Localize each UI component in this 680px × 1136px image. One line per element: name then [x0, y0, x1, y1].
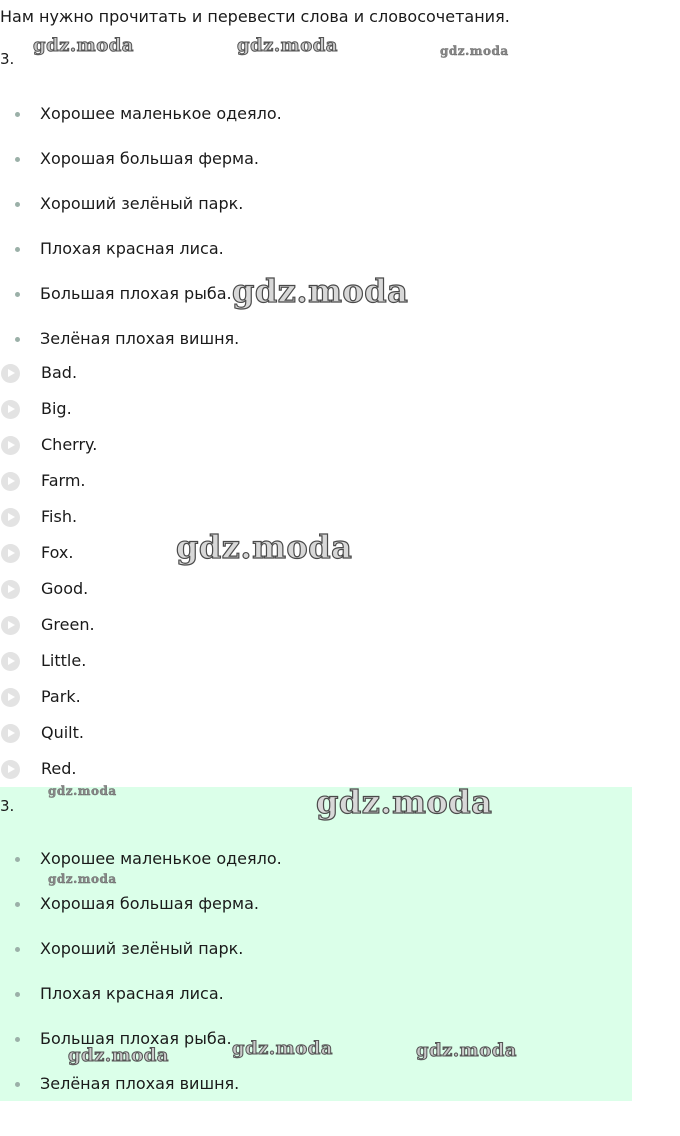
play-icon[interactable] — [1, 544, 20, 563]
bullet-icon — [15, 1037, 20, 1042]
phrase-text: Зелёная плохая вишня. — [40, 1074, 240, 1093]
bullet-icon — [15, 202, 20, 207]
phrase-text: Хорошее маленькое одеяло. — [40, 849, 282, 868]
word-text: Farm. — [41, 471, 86, 490]
word-text: Red. — [41, 759, 77, 778]
bullet-icon — [15, 292, 20, 297]
word-text: Green. — [41, 615, 95, 634]
phrase-text: Хорошее маленькое одеяло. — [40, 104, 282, 123]
watermark: gdz.moda — [440, 44, 509, 58]
watermark: gdz.moda — [48, 872, 117, 886]
play-icon[interactable] — [1, 688, 20, 707]
word-text: Park. — [41, 687, 81, 706]
play-icon[interactable] — [1, 724, 20, 743]
word-text: Bad. — [41, 363, 78, 382]
watermark: gdz.moda — [232, 272, 409, 310]
phrase-text: Плохая красная лиса. — [40, 239, 224, 258]
phrase-text: Хороший зелёный парк. — [40, 194, 244, 213]
play-icon[interactable] — [1, 364, 20, 383]
bullet-icon — [15, 857, 20, 862]
bullet-icon — [15, 992, 20, 997]
watermark: gdz.moda — [33, 35, 134, 56]
play-icon[interactable] — [1, 760, 20, 779]
word-text: Quilt. — [41, 723, 84, 742]
answer-number: 3. — [0, 797, 15, 815]
watermark: gdz.moda — [68, 1045, 169, 1066]
phrase-text: Зелёная плохая вишня. — [40, 329, 240, 348]
phrase-text: Большая плохая рыба. — [40, 284, 232, 303]
word-text: Cherry. — [41, 435, 98, 454]
bullet-icon — [15, 157, 20, 162]
watermark: gdz.moda — [316, 783, 493, 821]
exercise-number: 3. — [0, 50, 15, 68]
word-text: Fish. — [41, 507, 78, 526]
phrase-text: Хорошая большая ферма. — [40, 894, 259, 913]
word-text: Fox. — [41, 543, 74, 562]
bullet-icon — [15, 112, 20, 117]
play-icon[interactable] — [1, 508, 20, 527]
bullet-icon — [15, 902, 20, 907]
task-intro: Нам нужно прочитать и перевести слова и словосочетания. — [0, 7, 510, 26]
phrase-text: Плохая красная лиса. — [40, 984, 224, 1003]
play-icon[interactable] — [1, 652, 20, 671]
phrase-text: Хорошая большая ферма. — [40, 149, 259, 168]
bullet-icon — [15, 337, 20, 342]
bullet-icon — [15, 947, 20, 952]
bullet-icon — [15, 247, 20, 252]
word-text: Good. — [41, 579, 89, 598]
watermark: gdz.moda — [176, 528, 353, 566]
watermark: gdz.moda — [416, 1040, 517, 1061]
play-icon[interactable] — [1, 400, 20, 419]
play-icon[interactable] — [1, 616, 20, 635]
phrase-text: Большая плохая рыба. — [40, 1029, 232, 1048]
bullet-icon — [15, 1082, 20, 1087]
word-text: Little. — [41, 651, 87, 670]
play-icon[interactable] — [1, 436, 20, 455]
watermark: gdz.moda — [232, 1038, 333, 1059]
phrase-text: Хороший зелёный парк. — [40, 939, 244, 958]
watermark: gdz.moda — [48, 784, 117, 798]
watermark: gdz.moda — [237, 35, 338, 56]
play-icon[interactable] — [1, 472, 20, 491]
word-text: Big. — [41, 399, 72, 418]
play-icon[interactable] — [1, 580, 20, 599]
